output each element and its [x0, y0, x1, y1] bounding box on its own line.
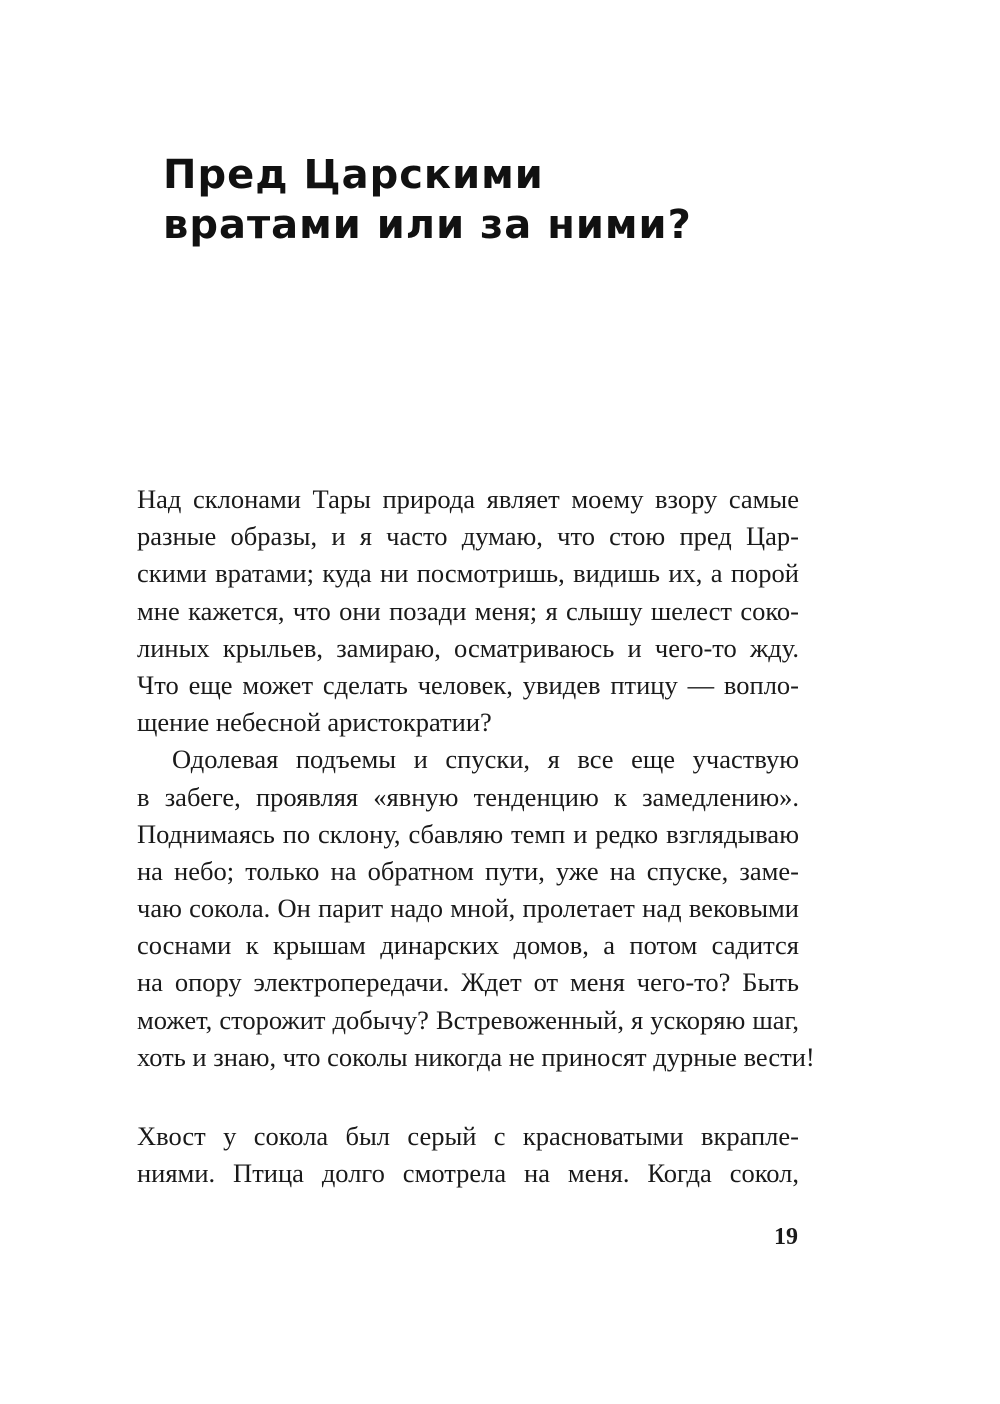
- text-line: Поднимаясь по склону, сбавляю темп и редко взглядываю: [137, 818, 799, 849]
- paragraph-3: [137, 1118, 799, 1192]
- text-line: чаю сокола. Он парит надо мной, пролетает над вековыми: [137, 893, 799, 924]
- chapter-title: [163, 150, 863, 250]
- text-block-main: [137, 481, 815, 1076]
- paragraph-1: [137, 481, 799, 741]
- text-line: линых крыльев, замираю, осматриваюсь и чего-то жду.: [137, 632, 799, 663]
- text-line: Что еще может сделать человек, увидев птицу — вопло-: [137, 669, 799, 700]
- text-line: Над склонами Тары природа являет моему взору самые: [137, 484, 799, 514]
- text-line: на небо; только на обратном пути, уже на спуске, заме-: [137, 855, 799, 886]
- text-line: может, сторожит добычу? Встревоженный, я ускоряю шаг,: [137, 1004, 799, 1035]
- text-line: скими вратами; куда ни посмотришь, видишь их, а порой: [137, 558, 799, 589]
- text-line: на опору электропередачи. Ждет от меня чего-то? Быть: [137, 967, 799, 998]
- text-block-section-2: [137, 1118, 799, 1192]
- text-line: мне кажется, что они позади меня; я слышу шелест соко-: [137, 595, 799, 626]
- text-line: Одолевая подъемы и спуски, я все еще участвую: [172, 744, 799, 775]
- text-line: Хвост у сокола был серый с красноватыми вкрапле-: [137, 1121, 799, 1151]
- paragraph-2: [137, 741, 815, 1076]
- text-line: хоть и знаю, что соколы никогда не приносят дурные вести!: [137, 1041, 815, 1072]
- text-line: щение небесной аристократии?: [137, 707, 492, 738]
- text-line: ниями. Птица долго смотрела на меня. Когда сокол,: [137, 1158, 799, 1189]
- chapter-title-line-2: вратами или за ними?: [163, 202, 692, 248]
- chapter-title-line-1: Пред Царскими: [163, 152, 544, 198]
- page-number: 19: [774, 1224, 798, 1250]
- text-line: соснами к крышам динарских домов, а потом садится: [137, 930, 799, 961]
- text-line: в забеге, проявляя «явную тенденцию к замедлению».: [137, 781, 799, 812]
- text-line: разные образы, и я часто думаю, что стою пред Цар-: [137, 521, 799, 552]
